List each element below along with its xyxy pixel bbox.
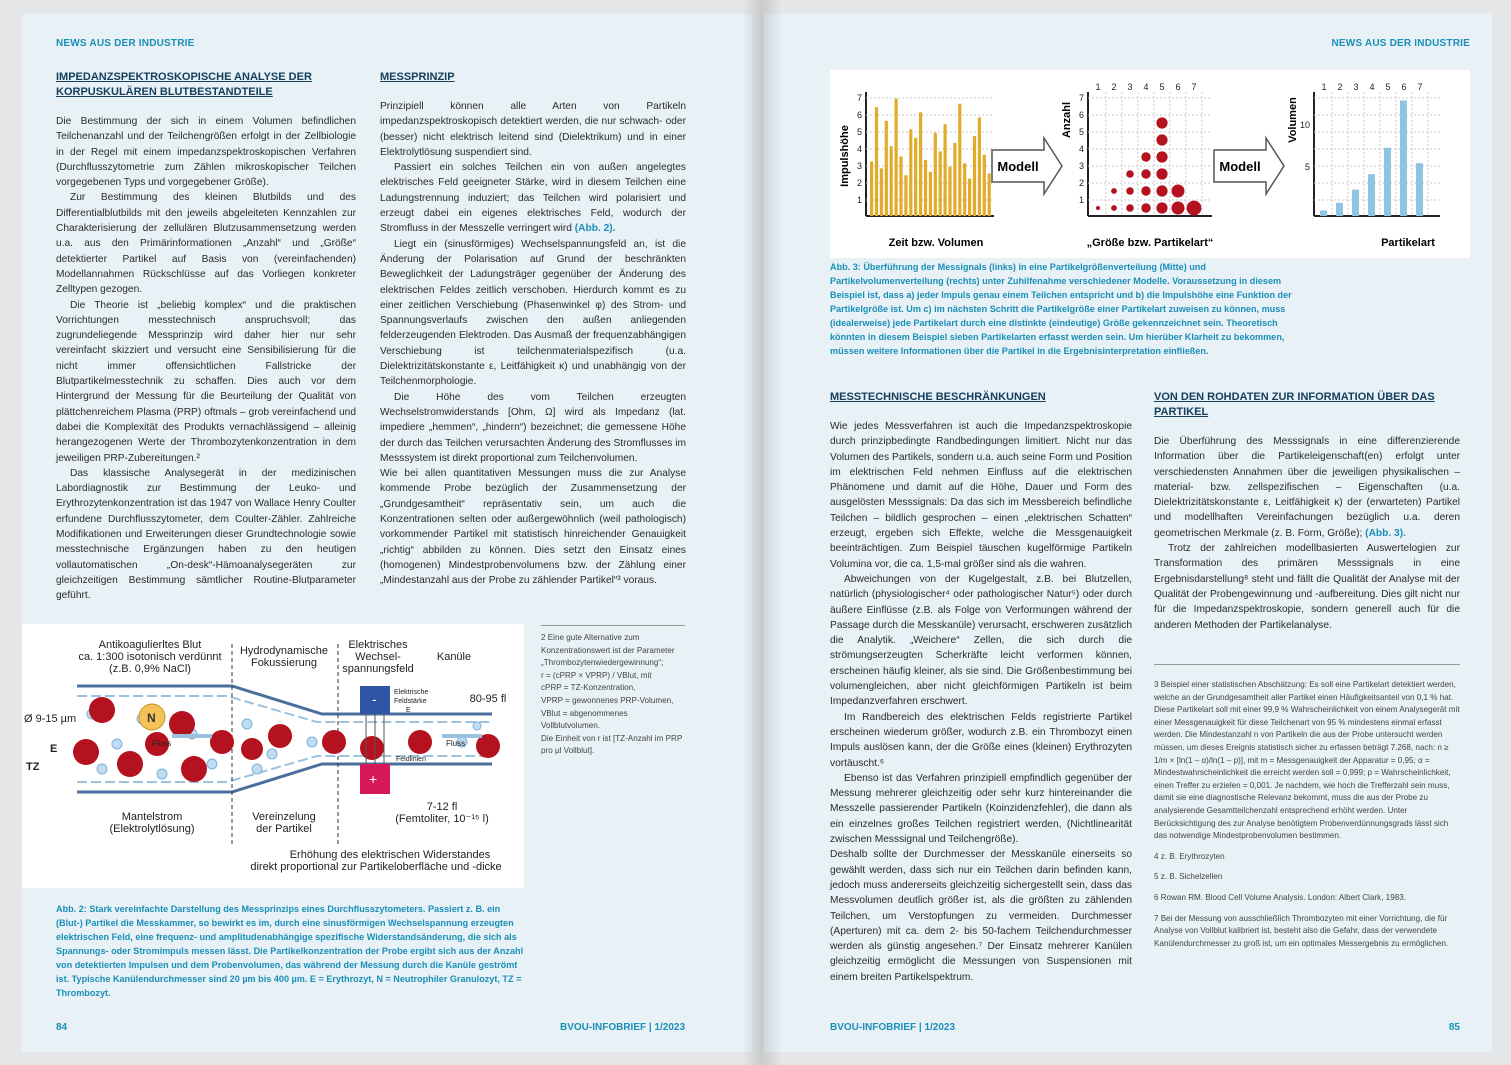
footnote-line: VPRP = gewonnenes PRP-Volumen, — [541, 695, 674, 705]
footnote-line: Die Einheit von r ist [TZ-Anzahl im PRP pro µl Vollblut]. — [541, 733, 683, 756]
impulse-bar — [929, 172, 932, 216]
impulse-bar — [988, 174, 991, 217]
paragraph: Das klassische Analysegerät in der medizinischen Labordiagnostik zur Bestimmung der Leuko- und Erythrozytenkonzentration ist das 1947 von Wallace Henry Coulter erfundene Durchflusszytometer, dem Coulter-Zähler. Zahlreiche Modifikationen und Erweiterungen dieser Grundtechnologie sowie messtechnische Ergänzungen haben zu den heutigen vollautomatischen „On-desk“-Hämoanalysegeräten zur gleichzeitigen Bestimmung sämtlicher Routine-Blutparameter geführt. — [56, 467, 356, 602]
page-number: 84 — [56, 1022, 68, 1033]
volume-bar — [1320, 211, 1327, 217]
distribution-dot — [1126, 187, 1134, 195]
impulse-bar — [948, 167, 951, 216]
label-80-95: 80-95 fl — [469, 693, 507, 705]
paragraph: Abweichungen von der Kugelgestalt, z.B. bei Blutzellen, natürlich (physiologischer⁴ oder pathologischer Natur⁵) oder durch äußere Einflüsse (z.B. als Folge von Verformungen während der Passage durch die Messkanüle) verursacht, erschweren zusätzlich die Analytik. „Weichere“ Zellen, die sich durch die strömungserzeugten Scherkräfte leicht verformen können, erscheinen häufig kleiner, als sie sind. Die Größenbestimmung bei volumengleichen, aber nicht gleichförmigen Partikeln ist beim Impedanzverfahren erschwert. — [830, 573, 1132, 708]
impulse-bar — [944, 124, 947, 216]
impulse-bar — [963, 163, 966, 216]
y-tick: 2 — [1078, 178, 1084, 188]
footnote-line: 2 Eine gute Alternative zum Konzentrationswert ist der Parameter „Thrombozytenwiedergewinnung“; — [541, 633, 675, 668]
label-vereinz: Vereinzelung — [252, 811, 316, 823]
col-tick: 1 — [1321, 82, 1327, 92]
label-kanuele: Kanüle — [436, 651, 472, 663]
distribution-dot — [1111, 188, 1117, 194]
distribution-dot — [1172, 185, 1185, 198]
distribution-dot — [1156, 117, 1167, 128]
footnote: 3 Beispiel einer statistischen Abschätzung: Es soll eine Partikelart detektiert werden, welche an der Grundgesamtheit aller Partikel einen Häufigkeitsanteil von 0,1 % hat. Diese Partikelart soll mit einer 99,9 % Wahrscheinlichkeit von einem Analysegerät mit einer Messgenauigkeit für diese Teilchenart von 95 % mindestens einmal erfasst werden. Die Mindestanzahl n von Partikeln die aus der Probe untersucht werden müssen, um dieses Ereignis statistisch sicher zu erfassen beträgt 7.268, nach: n ≥ 1/m × [ln(1 – α)/ln(1 – p)], mit m = Messgenauigkeit der Apparatur = 0,95; α = Mindestwahrscheinlichkeit die erreicht werden soll = 0,999; p = Wahrscheinlichkeit, einen Treffer zu erzielen = 0,001. Je nachdem, wie hoch die Trefferzahl sein muss, damit sie eine diagnostische Relevanz bekommt, muss die aus der Probe zu analysierende Gesamtteilchenzahl entsprechend erhöht werden. Unter Berücksichtigung des zur Analyse benötigtem Probenverdünnungsgrads lässt sich das notwendige Mindestprobenvolumen bestimmen. — [1154, 680, 1460, 841]
y-axis-label: Anzahl — [1061, 101, 1073, 139]
section-heading: MESSTECHNISCHE BESCHRÄNKUNGEN — [830, 391, 1046, 403]
col-tick: 2 — [1111, 82, 1117, 92]
paragraph: Deshalb sollte der Durchmesser der Messkanüle einerseits so gewählt werden, dass sich nur ein Teilchen darin befinden kann, jedoch muss andererseits gleichzeitig sichergestellt sein, dass das Messvolumen deutlich größer ist, als die größten zu zählenden Teilchen, um Verstopfungen zu vermeiden. Durchmesser (Aperturen) mit ca. dem 2- bis 50-fachem Teilchendurchmesser werden als günstig angesehen.⁷ Der Einsatz mehrerer Kanülen gleichzeitig ermöglicht die Messungen von Suspensionen mit einem breiten Partikelspektrum. — [830, 849, 1132, 983]
col-tick: 7 — [1191, 82, 1197, 92]
x-axis-label: „Größe bzw. Partikelart“ — [1086, 237, 1214, 249]
distribution-dot — [1141, 203, 1150, 212]
y-axis-label: Volumen — [1287, 97, 1299, 143]
paragraph: Wie jedes Messverfahren ist auch die Impedanzspektroskopie durch prinzipbedingte Randbedingungen limitiert. Nicht nur das Volumen des Partikels, sondern u.a. auch seine Form und Position im elektrischen Feld nehmen Einfluss auf die elektrischen Phänomene und damit auf die Höhe, Dauer und Form des ausgelösten Messsignals: Da das sich im Messbereich befindliche Teilchen – bildlich gesprochen – einen „elektrischen Schatten“ erzeugt, ergeben sich Effekte, welche die Messgenauigkeit beeinträchtigen. Zum Beispiel täuschen kugelförmige Partikeln Volumina vor, die ca. 1,5-mal größer sind als die wahren. — [830, 421, 1132, 570]
impulse-bar — [973, 136, 976, 216]
article-heading: IMPEDANZSPEKTROSKOPISCHE ANALYSE DER KORPUSKULÄREN BLUTBESTANDTEILE — [56, 71, 312, 98]
label-blood: Antikoagulierltes Blut — [98, 639, 202, 651]
label-tz: TZ — [26, 761, 40, 773]
distribution-dot — [1111, 205, 1117, 211]
paragraph: Liegt ein (sinusförmiges) Wechselspannungsfeld an, ist die Änderung der Polarisation auf Grund der beschränkten Beweglichkeit der Ladungsträger gegenüber der Änderung des elektrischen Feldes zeitlich verschoben. Hierdurch kommt es zu einer zeitlichen Verschiebung (Phasenwinkel φ) des Strom- und Spannungsverlaufs zwischen den außen anliegenden felderzeugenden Elektroden. Das Ausmaß der frequenzabhängigen Verschiebung ist teilchenmaterialspezifisch (u.a. Dielektrizitätskonstante ε, Leitfähigkeit κ) und unabhängig von der Teilchenmorphologie. — [380, 238, 686, 388]
distribution-dot — [1156, 134, 1167, 145]
footnote-line: r = (cPRP × VPRP) / VBlut, mit — [541, 670, 652, 680]
paragraph: Prinzipiell können alle Arten von Partikeln impedanzspektroskopisch detektiert werden, die nur schwach- oder (besser) nicht elektrisch leitend sind (Dielektrikum) und in einer Elektrolytlösung suspendiert sind. — [380, 101, 686, 158]
impulse-bar — [870, 162, 873, 216]
impulse-bar — [953, 143, 956, 216]
distribution-dot — [1172, 202, 1185, 215]
distribution-dot — [1141, 169, 1150, 178]
impulse-bar — [934, 133, 937, 216]
paragraph: Zur Bestimmung des kleinen Blutbilds und des Differentialblutbilds mit den jeweils abgeleiteten Kennzahlen zur Charakterisierung der zellulären Blutzusammensetzung werden u.a. aus den Primärinformationen „Anzahl“ und „Größe“ detektierter Partikel auf Basis von (vereinfachenden) Modellannahmen Rückschlüsse auf das Vorliegen konkreter Zelltypen gezogen. — [56, 192, 356, 296]
volume-bar — [1384, 148, 1391, 216]
impulse-bars — [870, 99, 991, 216]
y-tick: 6 — [856, 110, 862, 120]
col-tick: 2 — [1337, 82, 1343, 92]
section-header: NEWS AUS DER INDUSTRIE — [56, 38, 195, 49]
left-column-2 — [380, 70, 686, 589]
footnote-line: VBlut = abgenommenes Vollblutvolumen. — [541, 708, 628, 731]
right-page — [764, 14, 1492, 1052]
left-column-1 — [56, 70, 356, 604]
figure-3-caption: Abb. 3: Überführung der Messignals (links) in eine Partikelgrößenverteilung (Mitte) und Partikelvolumenverteilung (rechts) unter Zuhilfenahme verschiedener Modelle. Voraussetzung in diesem Beispiel ist, dass a) jeder Impuls genau einem Teilchen entspricht und b) die Impulshöhe eine Funktion der Partikelgröße ist. Um c) im nächsten Schritt die Partikelgröße einer Partikelart zuweisen zu können, muss (idealerweise) jede Partikelart durch eine distinkte (eindeutige) Größe gekennzeichnet sein. Theoretisch könnten in diesem Beispiel sieben Partikelarten erfasst werden sein. Um hierüber Klarheit zu bekommen, müssen weitere Informationen über die Partikel in die Ergebnisinterpretation einfließen. — [830, 262, 1292, 356]
impulse-bar — [880, 168, 883, 216]
paragraph — [380, 160, 686, 236]
footnote-2 — [541, 625, 685, 758]
article-body — [56, 114, 356, 604]
impulse-bar — [919, 112, 922, 216]
distribution-dot — [1156, 151, 1167, 162]
figure-3 — [830, 70, 1470, 258]
footnote-line: cPRP = TZ-Konzentration, — [541, 683, 636, 693]
distribution-dot — [1156, 168, 1167, 179]
electrode-plus: + — [369, 771, 378, 787]
distribution-dot — [1156, 202, 1167, 213]
label-mantel: Mantelstrom — [121, 811, 183, 823]
label-e: E — [50, 743, 58, 755]
y-tick: 1 — [1078, 195, 1084, 205]
label-feldstaerke: Elektrische — [394, 689, 429, 696]
label-feldstaerke-2: Feldstärke — [394, 698, 427, 705]
volume-bar — [1368, 174, 1375, 216]
impulse-bar — [904, 175, 907, 216]
impulse-bar — [909, 129, 912, 216]
col-tick: 1 — [1095, 82, 1101, 92]
section-body — [830, 419, 1132, 985]
x-axis-label: Zeit bzw. Volumen — [888, 237, 984, 249]
left-page — [22, 14, 752, 1052]
paragraph: Die Theorie ist „beliebig komplex“ und die praktischen Vorrichtungen messtechnisch anspruchsvoll; das zugrundeliegende Messprinzip wird daher hier nur sehr vereinfacht skizziert und versucht eine Sensibilisierung für die nicht immer offensichtlichen Fallstricke der Blutpartikelmesstechnik zu schaffen. Dies auch vor dem Hintergrund der Messung für die Beurteilung der Qualität von plättchenreichem Plasma (PRP) oftmals – grob vereinfachend und dabei die Komplexität des Produkts vernachlässigend – alleinig herangezogenen Werte der Thrombozytenkonzentration in dem jeweiligen PRP-Zubereitungen.² — [56, 299, 356, 464]
paragraph: Wie bei allen quantitativen Messungen muss die zur Analyse kommende Probe bezüglich der Zusammensetzung der „Grundgesamtheit“ repräsentativ sein, um auch die Konzentrationen selten oder außergewöhnlich (weil pathologisch) vorkommender Partikel mit statistisch hinreichender Genauigkeit „richtig“ abbilden zu können. Dies setzt den Einsatz eines (homogenen) Mindestprobenvolumens bzw. der Zählung einer „Mindestanzahl aus der Probe zu zählender Partikel“³ voraus. — [380, 468, 686, 587]
footnote: 5 z. B. Sichelzellen — [1154, 872, 1223, 882]
footnote: 6 Rowan RM. Blood Cell Volume Analysis. London: Albert Clark, 1983. — [1154, 892, 1406, 902]
paragraph: Im Randbereich des elektrischen Felds registrierte Partikel erscheinen wiederum größer, wodurch z.B. ein Thrombozyt einen Impuls auslösen kann, der die Größe eines (kleinen) Erythrozyten vortäuscht.⁶ — [830, 711, 1132, 769]
paragraph — [1154, 434, 1460, 541]
footnote: 7 Bei der Messung von ausschließlich Thrombozyten mit einer Vorrichtung, die für Analyse von Vollblut kalibriert ist, besteht also die Gefahr, dass der verwendete Kanülendurchmesser zu groß ist, um ein optimales Messergebnis zu ermöglichen. — [1154, 913, 1449, 948]
label-hydro-2: Fokussierung — [250, 657, 318, 669]
footnote-divider — [1154, 664, 1460, 665]
model-arrow-label: Modell — [997, 159, 1039, 174]
label-elec-3: spannungsfeld — [342, 663, 414, 675]
y-tick: 4 — [856, 144, 862, 154]
label-erhoehung: Erhöhung des elektrischen Widerstandes — [289, 849, 491, 861]
label-diameter: Ø 9-15 µm — [24, 713, 77, 725]
impulse-bar — [939, 151, 942, 216]
figure-2-caption: Abb. 2: Stark vereinfachte Darstellung des Messprinzips eines Durchflusszytometers. Passiert z. B. ein (Blut-) Partikel die Messkammer, so bewirkt es im, durch eine sinusförmigen Wechselspannung erzeugten elektrischen Feld, eine frequenz- und amplitudenabhängige spezifische Widerstandsänderung, die sich als Spannungs- oder Stromimpuls messen lässt. Die Partikelkonzentration der Probe ergibt sich aus der Anzahl von detektierten Impulsen und dem Probenvolumen, das während der Messung durch die Kanüle geströmt ist. Typische Kanülendurchmesser sind 20 µm bis 400 µm. E = Erythrozyt, N = Neutrophiler Granulozyt, TZ = Thrombozyt. — [56, 904, 524, 998]
impulse-bar — [885, 121, 888, 216]
volume-bar — [1352, 190, 1359, 216]
flow-cytometer-diagram — [22, 624, 524, 888]
impulse-bar — [983, 155, 986, 216]
figure-2 — [22, 624, 524, 888]
y-tick: 5 — [1078, 127, 1084, 137]
label-n: N — [147, 711, 156, 725]
col-tick: 3 — [1127, 82, 1133, 92]
impulse-bar — [978, 117, 981, 216]
paragraph: Ebenso ist das Verfahren prinzipiell empfindlich gegenüber der Messung mehrerer gleichzeitig oder sehr kurz hintereinander die Messzelle passierender Partikeln (Koinzidenzfehler), die dann als ein einzelnes großes Teilchen registriert werden, (Nichtlinearität zwischen Messsignal und Teilchengröße). — [830, 772, 1132, 846]
y-tick: 7 — [856, 93, 862, 103]
distribution-dot — [1126, 204, 1134, 212]
section-body — [380, 99, 686, 589]
col-tick: 6 — [1175, 82, 1181, 92]
section-body — [1154, 434, 1460, 633]
impulse-bar — [924, 160, 927, 216]
panel-volume — [1287, 82, 1440, 249]
signal-model-diagram — [830, 70, 1470, 258]
impulse-bar — [899, 157, 902, 217]
col-tick: 3 — [1353, 82, 1359, 92]
x-axis-label: Partikelart — [1381, 237, 1435, 249]
label-fluss-1: Fluss — [152, 739, 172, 748]
label-fluss-2: Fluss — [446, 739, 466, 748]
electrode-minus: - — [372, 691, 377, 707]
label-erhoehung-2: direkt proportional zur Partikeloberfläche und -dicke — [250, 861, 502, 873]
model-arrow-label: Modell — [1219, 159, 1261, 174]
volume-bar — [1336, 203, 1343, 216]
label-elec: Elektrisches — [348, 639, 408, 651]
label-blood-3: (z.B. 0,9% NaCl) — [109, 663, 191, 675]
footnotes — [1154, 664, 1460, 958]
right-column-2 — [1154, 390, 1460, 633]
volume-bar — [1400, 101, 1407, 217]
paragraph: Die Höhe des vom Teilchen erzeugten Wechselstromwiderstands [Ohm, Ω] wird als Impedanz (lat. impediere „hemmen“, „hindern“) bezeichnet; die gemessene Höhe der durch das Teilchen verursachten Änderung des Stromflusses im Messsystem ist direkt proportional zum Teilchenvolumen. — [380, 391, 686, 464]
y-tick: 5 — [856, 127, 862, 137]
right-column-1 — [830, 390, 1132, 985]
y-axis-label: Impulshöhe — [839, 125, 851, 187]
footnote-list — [1154, 679, 1460, 950]
paragraph: Die Bestimmung der sich in einem Volumen befindlichen Teilchenanzahl und der Teilchengrößen erfolgt in der Zellbiologie in der Regel mit einem impedanzspektroskopischen Verfahren (Durchflusszytometrie zum Zählen mikroskopischer Teilchen vorgegebenen Typs und vorgegebener Größe). — [56, 116, 356, 189]
col-tick: 7 — [1417, 82, 1423, 92]
label-mantel-2: (Elektrolytlösung) — [109, 823, 195, 835]
paragraph-text: Passiert ein solches Teilchen ein von außen angelegtes elektrisches Feld geeigneter Stärke, wird in diesem Teilchen eine Ladungstrennung induziert; das Teilchen wird polarisiert und erzeugt dabei ein eigenes elektrisches Feld, wodurch der Stromfluss in der Messzelle verringert wird — [380, 162, 686, 235]
label-feldstaerke-3: E — [406, 707, 411, 714]
panel-distribution — [1061, 82, 1213, 249]
paragraph-text: Die Überführung des Messsignals in eine differenzierende Information über die Partikeleigenschaft(en) erfolgt unter verschiedensten Annahmen über die jeweiligen physikalischen – material- bzw. zellspezifischen – Eigenschaften (u.a. Dielektrizitätskonstante ε, Leitfähigkeit κ) der (erwarteten) Partikel und modellhaften Vereinfachungen bezüglich u.a. deren geometrischen Merkmale (z. B. Form, Größe); — [1154, 436, 1460, 539]
volume-bar — [1416, 163, 1423, 216]
col-tick: 4 — [1369, 82, 1375, 92]
impulse-bar — [968, 179, 971, 216]
distribution-dot — [1187, 201, 1202, 216]
impulse-bar — [958, 104, 961, 216]
footnote-text — [541, 632, 685, 758]
section-heading: MESSPRINZIP — [380, 71, 455, 83]
y-tick: 6 — [1078, 110, 1084, 120]
col-tick: 6 — [1401, 82, 1407, 92]
impulse-bar — [875, 107, 878, 216]
label-feldlinien: Feldlinien — [396, 756, 426, 763]
distribution-dot — [1156, 185, 1167, 196]
y-tick: 7 — [1078, 93, 1084, 103]
label-elec-2: Wechsel- — [355, 651, 401, 663]
col-tick: 4 — [1143, 82, 1149, 92]
volume-bars — [1320, 101, 1423, 217]
impulse-bar — [890, 146, 893, 216]
label-vereinz-2: der Partikel — [256, 823, 312, 835]
section-header: NEWS AUS DER INDUSTRIE — [1331, 38, 1470, 49]
label-hydro: Hydrodynamische — [239, 645, 329, 657]
page-number: 85 — [1448, 1022, 1460, 1033]
distribution-dot — [1096, 206, 1100, 210]
journal-name: BVOU-INFOBRIEF | 1/2023 — [830, 1022, 956, 1033]
y-tick: 5 — [1304, 162, 1310, 172]
impulse-bar — [895, 99, 898, 216]
col-tick: 5 — [1385, 82, 1391, 92]
y-tick: 2 — [856, 178, 862, 188]
distribution-dot — [1141, 186, 1150, 195]
label-femto: (Femtoliter, 10⁻¹⁵ l) — [395, 813, 489, 825]
label-blood-2: ca. 1:300 isotonisch verdünnt — [78, 651, 222, 663]
y-tick: 10 — [1299, 120, 1310, 130]
panel-signal — [839, 92, 994, 249]
distribution-dot — [1126, 170, 1134, 178]
journal-name: BVOU-INFOBRIEF | 1/2023 — [560, 1022, 686, 1033]
impulse-bar — [914, 138, 917, 216]
y-tick: 4 — [1078, 144, 1084, 154]
col-tick: 5 — [1159, 82, 1165, 92]
figure-ref[interactable]: (Abb. 3). — [1365, 527, 1406, 539]
y-tick: 1 — [856, 195, 862, 205]
section-heading: VON DEN ROHDATEN ZUR INFORMATION ÜBER DAS PARTIKEL — [1154, 391, 1435, 418]
figure-ref[interactable]: (Abb. 2). — [574, 223, 616, 235]
paragraph: Trotz der zahlreichen modellbasierten Auswertelogien zur Transformation des primären Messsignals in eine Ergebnisdarstellung⁸ steht und fällt die Qualität der Analyse mit der Qualität der Probengewinnung und -aufbereitung. Dies gilt nicht nur für die Impedanzspektroskopie, sondern generell auch für die anderen Methoden der Partikelanalyse. — [1154, 543, 1460, 631]
label-7-12: 7-12 fl — [426, 801, 458, 813]
y-tick: 3 — [856, 161, 862, 171]
footnote-divider — [541, 625, 685, 626]
y-tick: 3 — [1078, 161, 1084, 171]
distribution-dot — [1141, 152, 1150, 161]
footnote: 4 z. B. Erythrozyten — [1154, 851, 1225, 861]
